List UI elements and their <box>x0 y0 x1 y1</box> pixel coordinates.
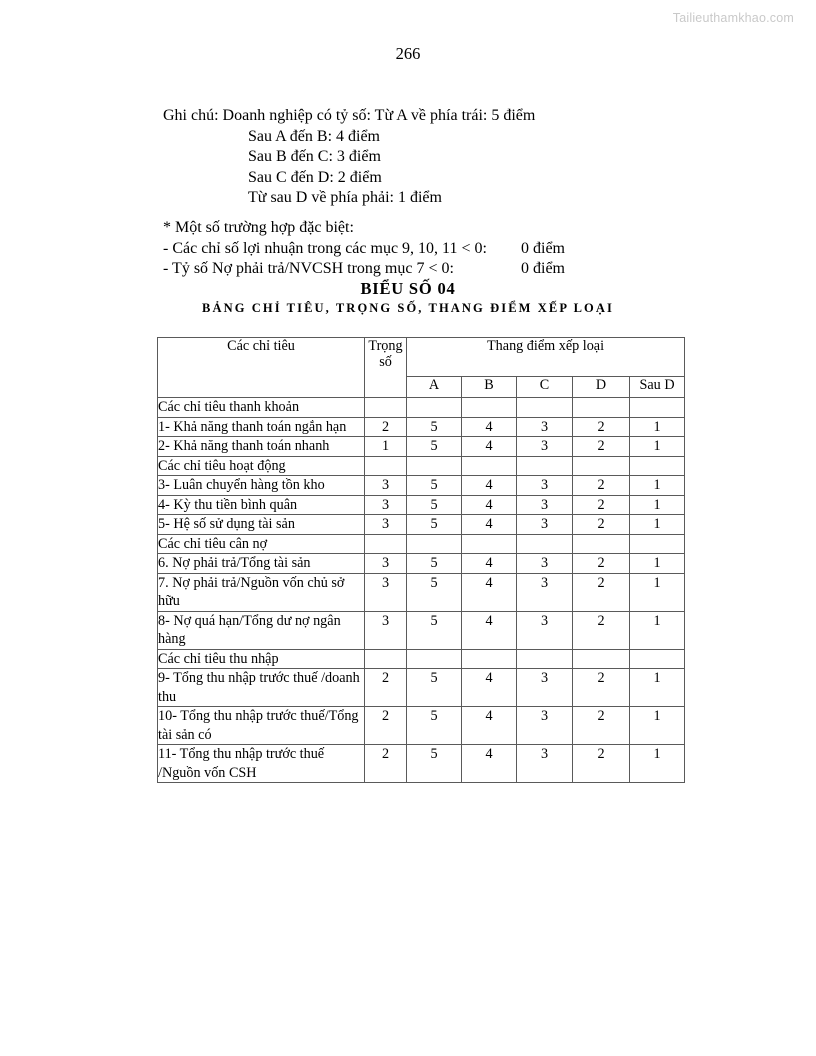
table-row <box>158 398 685 418</box>
cell-weight <box>365 534 407 554</box>
page-number: 266 <box>395 44 421 63</box>
header-grade-c: C <box>517 377 573 398</box>
header-grade-b: B <box>462 377 517 398</box>
cell-grade-c: 3 <box>517 707 573 745</box>
special-case-value-2: 0 điểm <box>521 260 565 277</box>
cell-grade-c <box>517 534 573 554</box>
cell-grade-saud: 1 <box>630 476 685 496</box>
cell-grade-saud: 1 <box>630 745 685 783</box>
note-line-2: Sau B đến C: 3 điểm <box>248 148 381 165</box>
cell-grade-c: 3 <box>517 573 573 611</box>
table-row <box>158 534 685 554</box>
cell-criteria-name: Các chỉ tiêu thanh khoản <box>158 398 365 418</box>
cell-grade-saud: 1 <box>630 495 685 515</box>
header-grade-a: A <box>407 377 462 398</box>
cell-grade-saud: 1 <box>630 554 685 574</box>
cell-grade-d: 2 <box>573 707 630 745</box>
cell-grade-a: 5 <box>407 417 462 437</box>
note-line-0: Ghi chú: Doanh nghiệp có tỷ số: Từ A về phía trái: 5 điểm <box>163 107 536 124</box>
cell-criteria-name: 2- Khả năng thanh toán nhanh <box>158 437 365 457</box>
cell-grade-b: 4 <box>462 515 517 535</box>
cell-grade-a: 5 <box>407 669 462 707</box>
cell-grade-a <box>407 534 462 554</box>
cell-grade-b: 4 <box>462 745 517 783</box>
cell-grade-saud <box>630 398 685 418</box>
cell-grade-saud: 1 <box>630 669 685 707</box>
criteria-table-wrapper <box>157 337 684 783</box>
table-header-row-top <box>158 338 685 377</box>
note-line-3: Sau C đến D: 2 điểm <box>248 168 382 186</box>
cell-grade-d: 2 <box>573 669 630 707</box>
cell-grade-saud: 1 <box>630 437 685 457</box>
special-case-row-1 <box>163 239 565 260</box>
cell-weight <box>365 398 407 418</box>
special-case-value-1: 0 điểm <box>521 239 565 257</box>
header-grade-d: D <box>573 377 630 398</box>
criteria-table <box>157 337 685 783</box>
cell-grade-c: 3 <box>517 745 573 783</box>
cell-grade-b <box>462 649 517 669</box>
cell-weight: 3 <box>365 573 407 611</box>
table-row <box>158 515 685 535</box>
cell-criteria-name: 3- Luân chuyển hàng tồn kho <box>158 476 365 496</box>
cell-grade-b: 4 <box>462 573 517 611</box>
cell-grade-saud: 1 <box>630 417 685 437</box>
cell-grade-c: 3 <box>517 476 573 496</box>
cell-grade-d: 2 <box>573 417 630 437</box>
cell-grade-b <box>462 398 517 418</box>
cell-grade-c <box>517 649 573 669</box>
cell-grade-saud <box>630 649 685 669</box>
cell-criteria-name: Các chỉ tiêu thu nhập <box>158 649 365 669</box>
cell-weight: 3 <box>365 515 407 535</box>
cell-grade-b: 4 <box>462 611 517 649</box>
cell-grade-a: 5 <box>407 437 462 457</box>
cell-grade-b: 4 <box>462 707 517 745</box>
header-criteria-name: Các chỉ tiêu <box>158 338 365 398</box>
table-row <box>158 707 685 745</box>
document-subtitle: BẢNG CHỈ TIÊU, TRỌNG SỐ, THANG ĐIỂM XẾP LOẠI <box>202 301 614 315</box>
cell-grade-b: 4 <box>462 417 517 437</box>
special-case-label-2: - Tỷ số Nợ phải trả/NVCSH trong mục 7 < 0: <box>163 260 454 277</box>
cell-grade-saud: 1 <box>630 707 685 745</box>
cell-grade-d: 2 <box>573 554 630 574</box>
cell-grade-saud <box>630 456 685 476</box>
criteria-table-body <box>158 398 685 783</box>
cell-grade-a: 5 <box>407 611 462 649</box>
cell-criteria-name: 1- Khả năng thanh toán ngắn hạn <box>158 417 365 437</box>
cell-grade-a: 5 <box>407 476 462 496</box>
cell-grade-b <box>462 534 517 554</box>
cell-grade-saud: 1 <box>630 573 685 611</box>
cell-grade-c <box>517 456 573 476</box>
cell-grade-a <box>407 456 462 476</box>
cell-grade-b <box>462 456 517 476</box>
document-title: BIỂU SỐ 04 <box>360 279 456 298</box>
cell-grade-a <box>407 649 462 669</box>
cell-grade-d <box>573 456 630 476</box>
cell-weight: 1 <box>365 437 407 457</box>
table-row <box>158 476 685 496</box>
cell-grade-b: 4 <box>462 476 517 496</box>
note-block <box>163 106 535 209</box>
cell-grade-a: 5 <box>407 707 462 745</box>
cell-grade-a: 5 <box>407 573 462 611</box>
cell-weight: 3 <box>365 611 407 649</box>
cell-weight: 2 <box>365 669 407 707</box>
table-row <box>158 495 685 515</box>
cell-grade-saud: 1 <box>630 611 685 649</box>
table-row <box>158 611 685 649</box>
cell-criteria-name: 5- Hệ số sử dụng tài sản <box>158 515 365 535</box>
cell-criteria-name: 9- Tổng thu nhập trước thuế /doanh thu <box>158 669 365 707</box>
cell-weight: 3 <box>365 495 407 515</box>
cell-grade-d: 2 <box>573 515 630 535</box>
cell-criteria-name: 11- Tổng thu nhập trước thuế /Nguồn vốn CSH <box>158 745 365 783</box>
table-row <box>158 554 685 574</box>
cell-grade-d <box>573 534 630 554</box>
cell-grade-a: 5 <box>407 515 462 535</box>
cell-weight <box>365 456 407 476</box>
cell-grade-saud <box>630 534 685 554</box>
cell-weight: 2 <box>365 745 407 783</box>
cell-grade-d: 2 <box>573 611 630 649</box>
table-row <box>158 417 685 437</box>
cell-grade-b: 4 <box>462 495 517 515</box>
table-row <box>158 437 685 457</box>
special-cases-heading: * Một số trường hợp đặc biệt: <box>163 219 354 236</box>
cell-grade-d <box>573 398 630 418</box>
special-cases-block <box>163 218 565 280</box>
cell-grade-b: 4 <box>462 554 517 574</box>
table-row <box>158 573 685 611</box>
cell-grade-a: 5 <box>407 495 462 515</box>
cell-grade-saud: 1 <box>630 515 685 535</box>
note-line-4: Từ sau D về phía phải: 1 điểm <box>248 189 442 206</box>
cell-criteria-name: Các chỉ tiêu hoạt động <box>158 456 365 476</box>
table-row <box>158 669 685 707</box>
special-case-row-2 <box>163 259 565 280</box>
table-row <box>158 649 685 669</box>
header-scale: Thang điểm xếp loại <box>407 338 685 377</box>
cell-weight: 2 <box>365 707 407 745</box>
cell-criteria-name: 6. Nợ phải trả/Tổng tài sản <box>158 554 365 574</box>
cell-grade-d: 2 <box>573 437 630 457</box>
table-row <box>158 456 685 476</box>
cell-criteria-name: 4- Kỳ thu tiền bình quân <box>158 495 365 515</box>
cell-criteria-name: 8- Nợ quá hạn/Tổng dư nợ ngân hàng <box>158 611 365 649</box>
cell-grade-c: 3 <box>517 515 573 535</box>
cell-grade-c: 3 <box>517 554 573 574</box>
cell-grade-a: 5 <box>407 554 462 574</box>
cell-grade-c: 3 <box>517 611 573 649</box>
cell-grade-c: 3 <box>517 495 573 515</box>
special-case-label-1: - Các chỉ số lợi nhuận trong các mục 9, 10, 11 < 0: <box>163 239 487 257</box>
cell-grade-d: 2 <box>573 476 630 496</box>
cell-grade-a <box>407 398 462 418</box>
cell-grade-d: 2 <box>573 495 630 515</box>
header-weight-line1: Trọng <box>368 338 403 354</box>
table-row <box>158 745 685 783</box>
cell-weight <box>365 649 407 669</box>
cell-weight: 2 <box>365 417 407 437</box>
header-weight-line2: số <box>379 354 392 370</box>
cell-grade-d: 2 <box>573 573 630 611</box>
cell-grade-b: 4 <box>462 669 517 707</box>
note-line-1: Sau A đến B: 4 điểm <box>248 127 380 145</box>
cell-weight: 3 <box>365 554 407 574</box>
criteria-table-head <box>158 338 685 398</box>
cell-grade-a: 5 <box>407 745 462 783</box>
cell-grade-c: 3 <box>517 417 573 437</box>
cell-grade-c: 3 <box>517 437 573 457</box>
cell-grade-d: 2 <box>573 745 630 783</box>
cell-grade-c: 3 <box>517 669 573 707</box>
cell-criteria-name: 7. Nợ phải trả/Nguồn vốn chủ sở hữu <box>158 573 365 611</box>
watermark-text: Tailieuthamkhao.com <box>672 11 794 25</box>
cell-criteria-name: 10- Tổng thu nhập trước thuế/Tổng tài sản có <box>158 707 365 745</box>
header-grade-saud: Sau D <box>630 377 685 398</box>
header-weight <box>365 338 407 398</box>
cell-grade-c <box>517 398 573 418</box>
cell-weight: 3 <box>365 476 407 496</box>
cell-grade-b: 4 <box>462 437 517 457</box>
cell-criteria-name: Các chỉ tiêu cân nợ <box>158 534 365 554</box>
cell-grade-d <box>573 649 630 669</box>
